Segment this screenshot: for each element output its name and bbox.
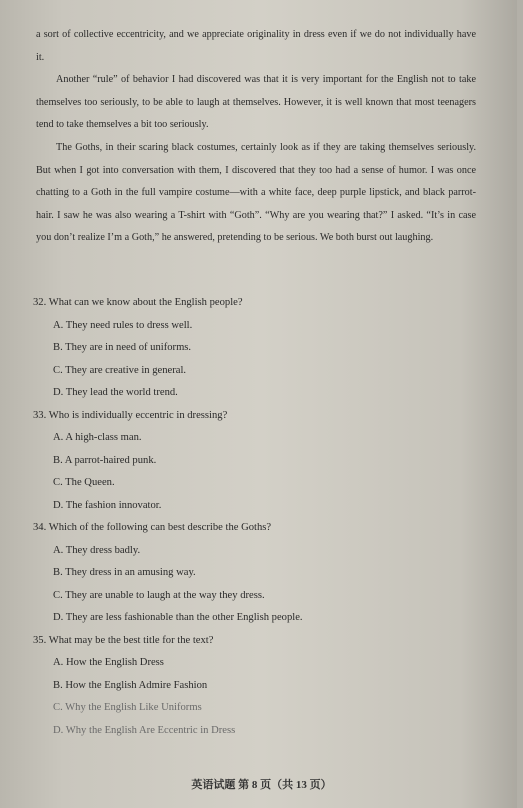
- question-list: [33, 292, 473, 742]
- question-35-option-b: B. How the English Admire Fashion: [53, 679, 208, 691]
- question-35-option-a: A. How the English Dress: [53, 657, 164, 668]
- reading-passage: [36, 24, 476, 250]
- page-footer: 英语试题 第 8 页（共 13 页）: [191, 779, 332, 791]
- passage-paragraph-2: Another “rule” of behavior I had discovered was that it is very important for the English not to take themselves too seriously, to be able to laugh at themselves. However, it is well known that most teenagers tend to take themselves a bit too seriously.: [36, 74, 476, 131]
- question-34-stem: 34. Which of the following can best describe the Goths?: [33, 522, 272, 533]
- question-35-option-c: C. Why the English Like Uniforms: [53, 702, 202, 713]
- question-33-option-b: B. A parrot-haired punk.: [53, 454, 157, 466]
- question-33-option-a: A. A high-class man.: [53, 432, 142, 443]
- passage-paragraph-1: a sort of collective eccentricity, and we appreciate originality in dress even if we do not individually have it.: [36, 29, 476, 63]
- question-35-stem: 35. What may be the best title for the text?: [33, 634, 214, 646]
- question-34-option-d: D. They are less fashionable than the other English people.: [53, 612, 303, 623]
- question-32-stem: 32. What can we know about the English people?: [33, 297, 243, 308]
- question-33-option-d: D. The fashion innovator.: [53, 499, 162, 511]
- question-34-option-a: A. They dress badly.: [53, 544, 141, 556]
- question-32-option-a: A. They need rules to dress well.: [53, 319, 193, 331]
- question-33-stem: 33. Who is individually eccentric in dressing?: [33, 409, 228, 421]
- question-32-option-c: C. They are creative in general.: [53, 364, 187, 376]
- page-edge: [517, 0, 523, 808]
- question-34-option-b: B. They dress in an amusing way.: [53, 567, 196, 578]
- question-32-option-d: D. They lead the world trend.: [53, 387, 178, 398]
- question-34-option-c: C. They are unable to laugh at the way they dress.: [53, 589, 265, 601]
- question-33-option-c: C. The Queen.: [53, 477, 115, 488]
- question-32-option-b: B. They are in need of uniforms.: [53, 342, 192, 353]
- question-35-option-d: D. Why the English Are Eccentric in Dress: [53, 724, 236, 736]
- passage-paragraph-3: The Goths, in their scaring black costumes, certainly look as if they are taking themselves seriously. But when I got into conversation with them, I discovered that they too had a sense of humor. I was once chatting to a Goth in the full vampire costume—with a white face, deep purple lipstick, and black parrot-hair. I saw he was also wearing a T-shirt with “Goth”. “Why are you wearing that?” I asked. “It’s in case you don’t realize I’m a Goth,” he answered, pretending to be serious. We both burst out laughing.: [36, 141, 476, 244]
